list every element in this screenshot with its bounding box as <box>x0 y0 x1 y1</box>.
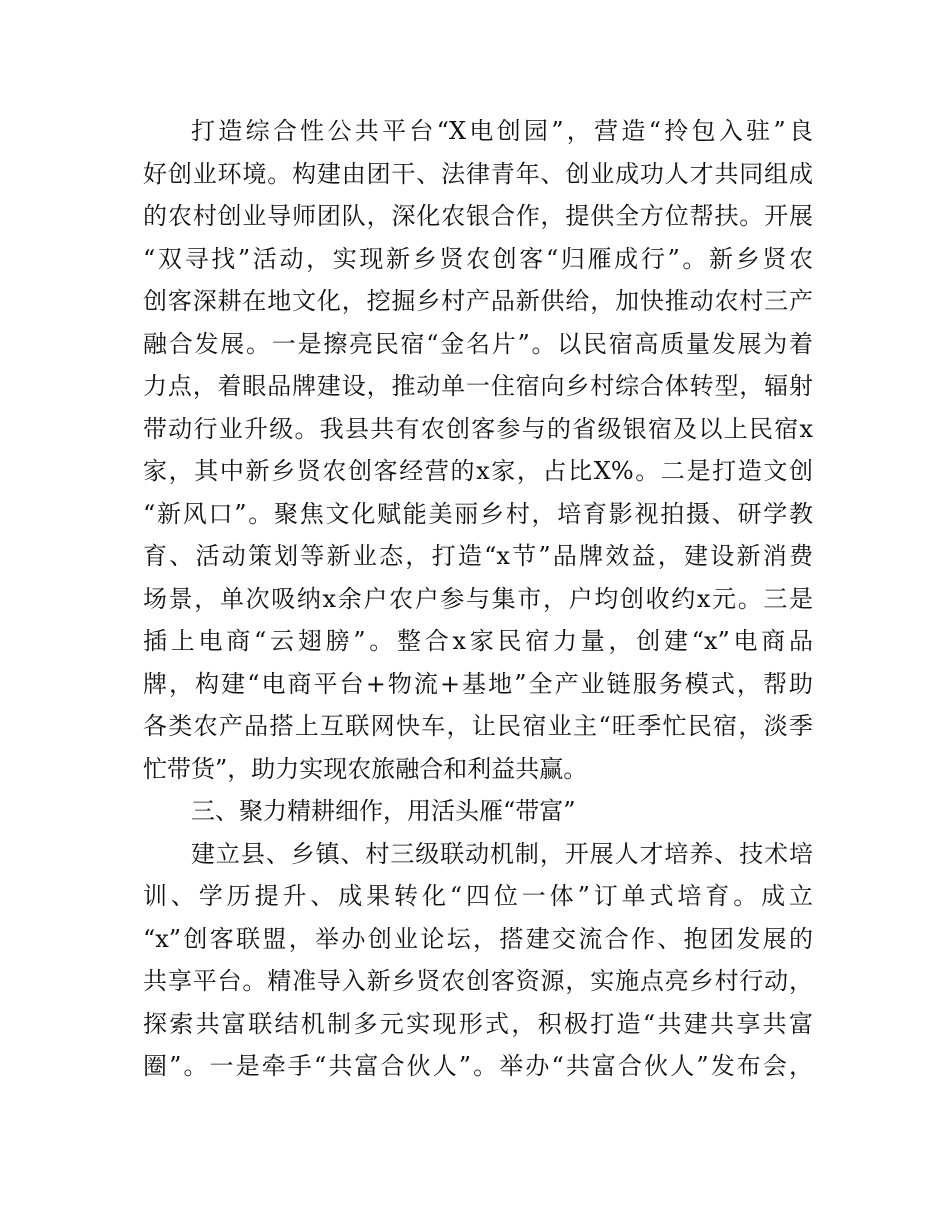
paragraph-line: 圈”。一是牵手“共富合伙人”。举办“共富合伙人”发布会， <box>143 1052 813 1080</box>
paragraph-line: “双寻找”活动，实现新乡贤农创客“归雁成行”。新乡贤农 <box>143 244 813 273</box>
paragraph-line: 建立县、乡镇、村三级联动机制，开展人才培养、技术培 <box>191 839 813 868</box>
paragraph-line: 忙带货”，助力实现农旅融合和利益共赢。 <box>143 754 588 783</box>
paragraph-line: “x”创客联盟，举办创业论坛，搭建交流合作、抱团发展的 <box>143 924 813 953</box>
paragraph-line: 场景，单次吸纳x余户农户参与集市，户均创收约x元。三是 <box>143 584 813 613</box>
paragraph-line: 各类农产品搭上互联网快车，让民宿业主“旺季忙民宿，淡季 <box>143 712 813 740</box>
paragraph-line: 的农村创业导师团队，深化农银合作，提供全方位帮扶。开展 <box>143 202 813 230</box>
paragraph-line: 探索共富联结机制多元实现形式，积极打造“共建共享共富 <box>143 1009 813 1038</box>
paragraph-1 <box>143 110 813 790</box>
paragraph-line: 带动行业升级。我县共有农创客参与的省级银宿及以上民宿x <box>143 414 813 443</box>
paragraph-line: “新风口”。聚焦文化赋能美丽乡村，培育影视拍摄、研学教 <box>143 499 813 528</box>
paragraph-line: 插上电商“云翅膀”。整合x家民宿力量，创建“x”电商品 <box>143 627 813 655</box>
paragraph-line: 创客深耕在地文化，挖掘乡村产品新供给，加快推动农村三产 <box>143 287 813 315</box>
paragraph-line: 家，其中新乡贤农创客经营的x家，占比X%。二是打造文创 <box>143 457 813 485</box>
paragraph-line: 融合发展。一是擦亮民宿“金名片”。以民宿高质量发展为着 <box>143 329 813 358</box>
document-body <box>143 110 813 1088</box>
paragraph-line: 牌，构建“电商平台+物流+基地”全产业链服务模式，帮助 <box>143 669 813 698</box>
paragraph-2 <box>143 833 813 1088</box>
paragraph-line: 好创业环境。构建由团干、法律青年、创业成功人才共同组成 <box>143 159 813 188</box>
paragraph-line: 力点，着眼品牌建设，推动单一住宿向乡村综合体转型，辐射 <box>143 372 813 400</box>
paragraph-line: 打造综合性公共平台“X电创园”，营造“拎包入驻”良 <box>191 117 813 145</box>
section-heading: 三、聚力精耕细作，用活头雁“带富” <box>191 797 576 825</box>
paragraph-line: 育、活动策划等新业态，打造“x节”品牌效益，建设新消费 <box>143 542 813 570</box>
paragraph-line: 共享平台。精准导入新乡贤农创客资源，实施点亮乡村行动， <box>143 967 813 995</box>
paragraph-line: 训、学历提升、成果转化“四位一体”订单式培育。成立 <box>143 882 813 910</box>
